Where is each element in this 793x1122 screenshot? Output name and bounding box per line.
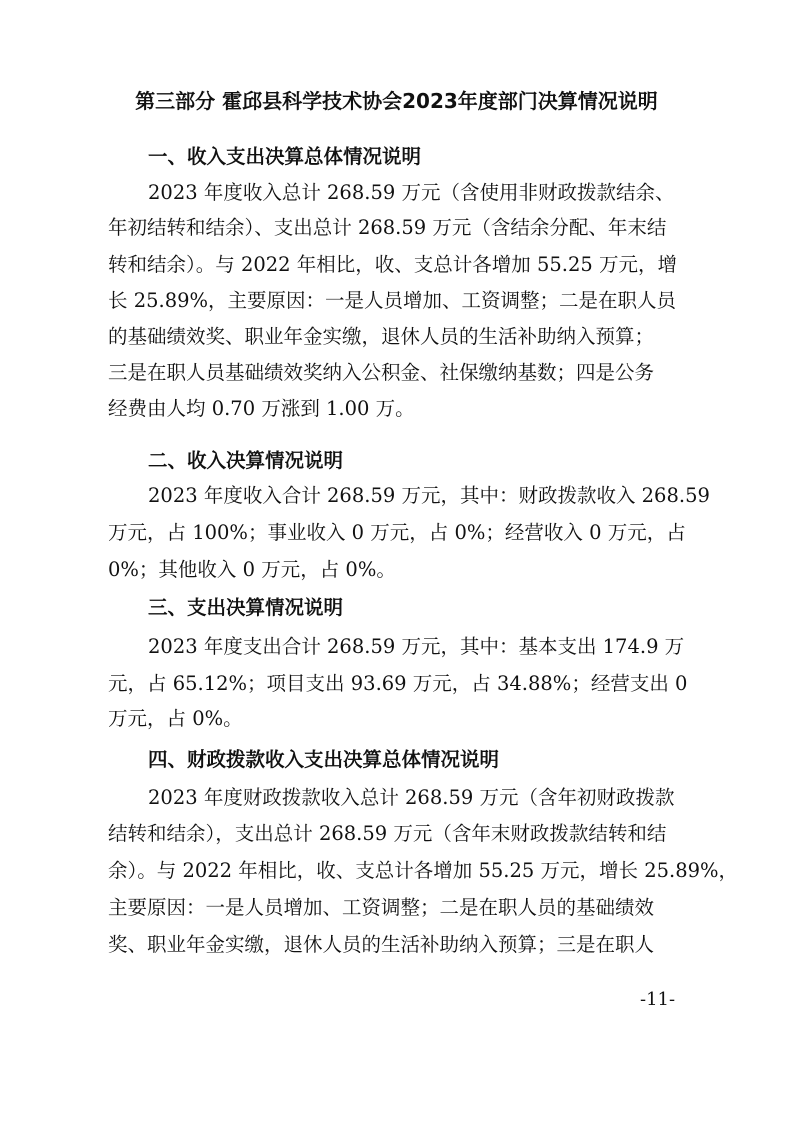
section-heading: 一、收入支出决算总体情况说明: [148, 145, 422, 168]
paragraph-line: 元，占 65.12%；项目支出 93.69 万元，占 34.88%；经营支出 0: [108, 672, 688, 695]
section-heading: 二、收入决算情况说明: [148, 449, 344, 472]
paragraph-line: 万元，占 0%。: [108, 707, 243, 730]
paragraph-line: 2023 年度收入合计 268.59 万元，其中：财政拨款收入 268.59: [148, 484, 710, 507]
paragraph-line: 转和结余）。与 2022 年相比，收、支总计各增加 55.25 万元，增: [108, 253, 677, 276]
paragraph-line: 三是在职人员基础绩效奖纳入公积金、社保缴纳基数；四是公务: [108, 361, 655, 384]
paragraph-line: 余）。与 2022 年相比，收、支总计各增加 55.25 万元，增长 25.89%，: [108, 859, 739, 882]
paragraph-line: 2023 年度支出合计 268.59 万元，其中：基本支出 174.9 万: [148, 635, 685, 658]
paragraph-line: 0%；其他收入 0 万元，占 0%。: [108, 558, 396, 581]
document-title: 第三部分 霍邱县科学技术协会2023年度部门决算情况说明: [135, 89, 658, 113]
paragraph-line: 主要原因：一是人员增加、工资调整；二是在职人员的基础绩效: [108, 896, 655, 919]
paragraph-line: 2023 年度收入总计 268.59 万元（含使用非财政拨款结余、: [148, 181, 675, 204]
paragraph-line: 奖、职业年金实缴，退休人员的生活补助纳入预算；三是在职人: [108, 933, 655, 956]
page-number: -11-: [640, 989, 676, 1010]
paragraph-line: 结转和结余），支出总计 268.59 万元（含年末财政拨款结转和结: [108, 822, 667, 845]
section-heading: 四、财政拨款收入支出决算总体情况说明: [148, 748, 500, 771]
paragraph-line: 长 25.89%，主要原因：一是人员增加、工资调整；二是在职人员: [108, 289, 677, 312]
section-heading: 三、支出决算情况说明: [148, 596, 344, 619]
paragraph-line: 万元，占 100%；事业收入 0 万元，占 0%；经营收入 0 万元，占: [108, 521, 686, 544]
paragraph-line: 的基础绩效奖、职业年金实缴，退休人员的生活补助纳入预算；: [108, 325, 655, 348]
paragraph-line: 2023 年度财政拨款收入总计 268.59 万元（含年初财政拨款: [148, 786, 675, 809]
paragraph-line: 经费由人均 0.70 万涨到 1.00 万。: [108, 397, 415, 420]
paragraph-line: 年初结转和结余）、支出总计 268.59 万元（含结余分配、年末结: [108, 216, 667, 239]
